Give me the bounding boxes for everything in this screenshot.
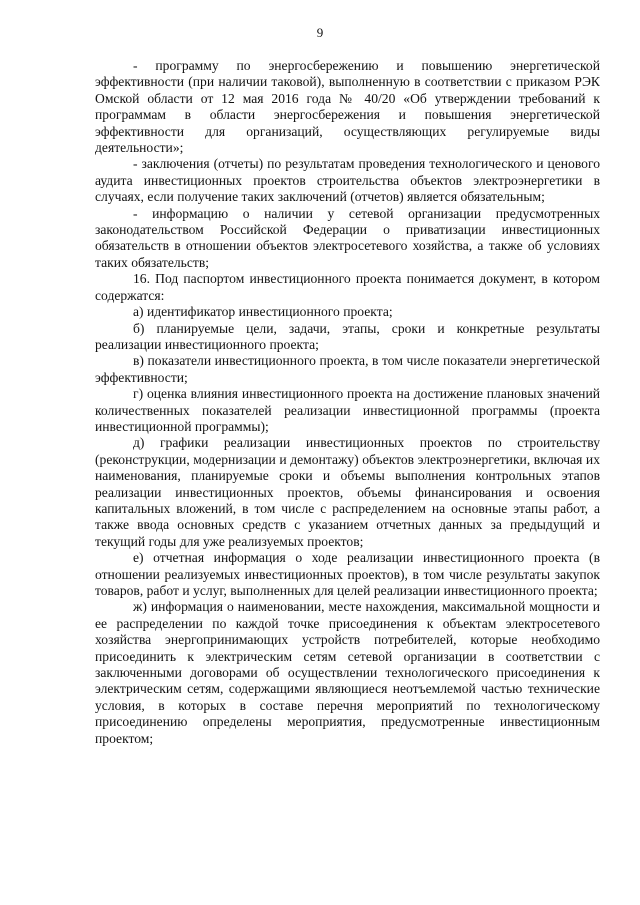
paragraph-item-d: д) графики реализации инвестиционных проектов по строительству (реконструкции, модернизации и демонтажу) объектов электроэнергетики, включая их наименования, планируемые сроки и объемы выполнения контрольных этапов реализации инвестиционных проектов, объемы финансирования и освоения капитальных вложений, в том числе с распределением на основные этапы работ, а также ввода основных средств с указанием отчетных данных за предыдущий и текущий годы для уже реализуемых проектов; bbox=[95, 435, 600, 549]
paragraph-item-a: а) идентификатор инвестиционного проекта; bbox=[133, 304, 393, 320]
paragraph-privatization-obligations: - информацию о наличии у сетевой организации предусмотренных законодательством Российской Федерации о приватизации инвестиционных обязательств в отношении объектов электросетевого хозяйства, а также об условиях таких обязательств; bbox=[95, 205, 600, 270]
paragraph-item-zh: ж) информация о наименовании, месте нахождения, максимальной мощности и ее распределении по каждой точке присоединения к объектам электросетевого хозяйства энергопринимающих устройств потребителей, которые необходимо присоединить к электрическим сетям сетевой организации в соответствии с заключенными договорами об осуществлении технологического присоединения к электрическим сетям, содержащими являющиеся неотъемлемой частью технические условия, в которых в составе перечня мероприятий по технологическому присоединению определены мероприятия, предусмотренные инвестиционным проектом; bbox=[95, 599, 600, 746]
paragraph-audit-conclusions: - заключения (отчеты) по результатам проведения технологического и ценового аудита инвестиционных проектов строительства объектов электроэнергетики в случаях, если получение таких заключений (отчетов) является обязательным; bbox=[95, 156, 600, 205]
document-body bbox=[95, 58, 600, 747]
paragraph-item-g: г) оценка влияния инвестиционного проекта на достижение плановых значений количественных показателей реализации инвестиционной программы (проекта инвестиционной программы); bbox=[95, 386, 600, 434]
paragraph-item-b: б) планируемые цели, задачи, этапы, сроки и конкретные результаты реализации инвестиционного проекта; bbox=[95, 320, 600, 352]
paragraph-item-16: 16. Под паспортом инвестиционного проекта понимается документ, в котором содержатся: bbox=[95, 271, 600, 303]
paragraph-item-v: в) показатели инвестиционного проекта, в том числе показатели энергетической эффективности; bbox=[95, 353, 600, 385]
paragraph-item-e: е) отчетная информация о ходе реализации инвестиционного проекта (в отношении реализуемых инвестиционных проектов), в том числе результаты закупок товаров, работ и услуг, выполненных для целей реализации инвестиционного проекта; bbox=[95, 550, 600, 598]
page-number: 9 bbox=[316, 25, 324, 40]
paragraph-energy-program: - программу по энергосбережению и повышению энергетической эффективности (при наличии таковой), выполненную в соответствии с приказом РЭК Омской области от 12 мая 2016 года № 40/20 «Об утверждении требований к программам в области энергосбережения и повышения энергетической эффективности для организаций, осуществляющих регулируемые виды деятельности»; bbox=[95, 58, 600, 156]
